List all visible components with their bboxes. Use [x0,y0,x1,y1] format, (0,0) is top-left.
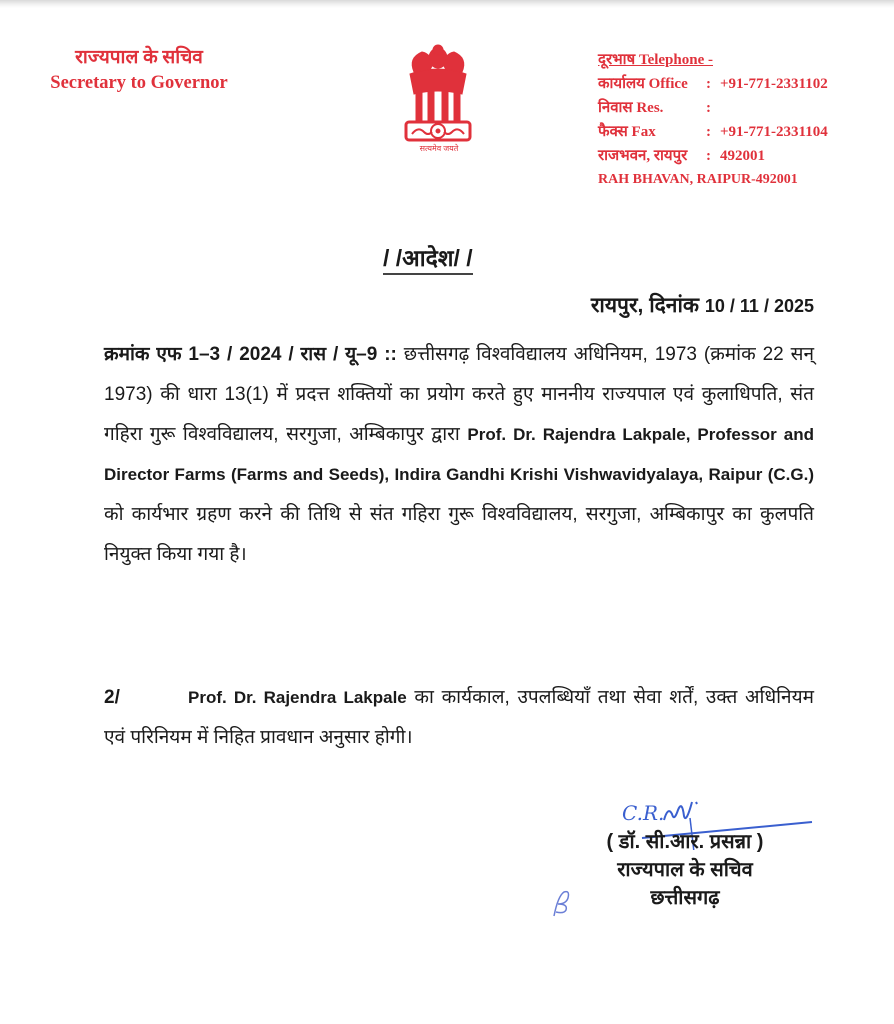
contact-label: कार्यालय Office [598,76,688,92]
contact-row-pincode [598,144,828,168]
paragraph-2-text: का कार्यकाल, उपलब्धियाँ तथा सेवा शर्तें, उक्त अधिनियम एवं परिनियम में निहित प्रावधान अनुसार होगी। [104,687,814,748]
address-english: RAH BHAVAN, RAIPUR-492001 [598,172,798,187]
order-title: / /आदेश/ / [383,244,473,275]
contact-label: राजभवन, रायपुर [598,148,688,164]
contact-label: फैक्स Fax [598,124,656,140]
emblem-motto: सत्यमेव जयते [419,144,459,153]
contact-colon: : [706,148,711,164]
appointee-details: Prof. Dr. Rajendra Lakpale, Professor and Director Farms (Farms and Seeds), Indira Gandhi Krishi Vishwavidyalaya, Raipur (C.G.) [104,425,814,484]
letterhead-contact [598,48,828,192]
order-paragraph-2 [104,678,814,758]
paragraph-1-text-b: को कार्यभार ग्रहण करने की तिथि से संत गहिरा गुरू विश्वविद्यालय, सरगुजा, अम्बिकापुर का कुलपति नियुक्त किया गया है। [104,504,814,565]
contact-label: निवास Res. [598,100,664,116]
order-paragraph-1 [104,335,814,575]
appointee-name: Prof. Dr. Rajendra Lakpale [188,688,407,707]
order-date: 10 / 11 / 2025 [704,296,814,316]
contact-row-fax [598,120,828,144]
contact-colon: : [706,76,711,92]
signatory-name: ( डॉ. सी.आर. प्रसन्ना ) [606,831,764,853]
contact-colon: : [706,124,711,140]
place-date [591,292,814,320]
office-phone: +91-771-2331102 [720,76,828,92]
initials-mark-icon [546,886,576,920]
fax-number: +91-771-2331104 [720,124,828,140]
scan-top-edge [0,0,894,8]
pincode: 492001 [720,148,765,164]
reference-number: क्रमांक एफ 1–3 / 2024 / रास / यू–9 :: [104,344,397,365]
signatory-state: छत्तीसगढ़ [650,887,720,909]
contact-colon: : [706,100,711,116]
signature-initials: C.R. [622,801,665,825]
contact-row-office [598,72,828,96]
signatory-block [560,828,810,912]
place-date-prefix: रायपुर, दिनांक [590,294,700,317]
office-title-hindi: राज्यपाल के सचिव [75,47,203,68]
telephone-heading: दूरभाष Telephone - [598,52,713,68]
office-title-english: Secretary to Governor [50,73,228,93]
paragraph-1-text-a: छत्तीसगढ़ विश्वविद्यालय अधिनियम, 1973 (क्रमांक 22 सन् 1973) की धारा 13(1) में प्रदत्त शक्तियों का प्रयोग करते हुए माननीय राज्यपाल एवं कुलाधिपति, संत गहिरा गुरू विश्वविद्यालय, सरगुजा, अम्बिकापुर द्वारा [104,344,814,445]
letterhead-left [34,45,244,95]
signatory-designation: राज्यपाल के सचिव [617,859,753,881]
contact-row-residence [598,96,828,120]
paragraph-number: 2/ [104,687,120,708]
